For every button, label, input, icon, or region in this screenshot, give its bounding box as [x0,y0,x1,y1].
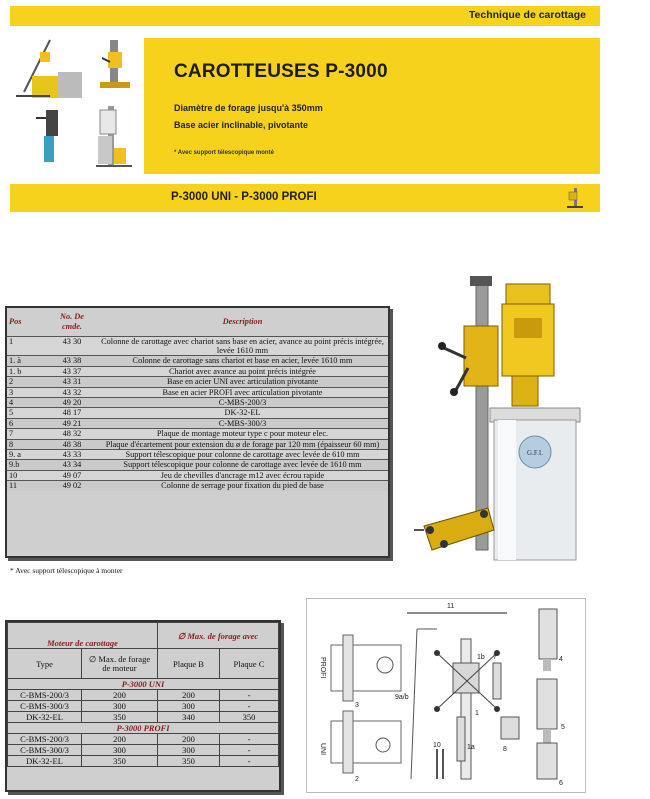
cell-desc: C-MBS-200/3 [97,397,388,407]
capacity-cell: C-BMS-300/3 [8,701,82,712]
mini-rig-icon [564,186,586,210]
cell-no: 49 07 [47,470,97,480]
cell-desc: Colonne de serrage pour fixation du pied de base [97,481,388,491]
table-row [8,712,279,723]
cell-desc: Plaque d'écartement pour extension du ø de forage par 120 mm (épaisseur 60 mm) [97,439,388,449]
cell-no: 43 31 [47,377,97,387]
cell-pos: 3 [7,387,47,397]
table-row [7,429,388,439]
cell-pos: 5 [7,408,47,418]
thumbnail-stand [96,106,132,166]
product-title: CAROTTEUSES P-3000 [174,61,388,82]
col-max-motor: ∅ Max. de forage de moteur [82,649,158,679]
section-header-band [10,6,600,26]
diagram-label: UNI [319,743,326,756]
diagram-label: 8 [503,746,507,753]
section-title: Technique de carottage [468,9,586,21]
cell-pos: 2 [7,377,47,387]
capacity-cell: C-BMS-200/3 [8,734,82,745]
cell-pos: 1 [7,336,47,356]
capacity-cell: - [220,734,279,745]
col-type: Type [8,649,82,679]
col-plate-b: Plaque B [158,649,220,679]
cell-no: 48 38 [47,439,97,449]
diagram-label: 1 [475,710,479,717]
model-band [10,184,600,212]
group-motor: Moteur de carottage [8,623,158,649]
cell-desc: Jeu de chevilles d'ancrage m12 avec écrou rapide [97,470,388,480]
cell-pos: 9.b [7,460,47,470]
table-row [7,481,388,491]
exploded-parts-diagram [306,598,586,793]
capacity-cell: 300 [158,745,220,756]
capacity-cell: - [220,690,279,701]
capacity-cell: C-BMS-300/3 [8,745,82,756]
cell-no: 43 33 [47,449,97,459]
capacity-cell: 200 [158,690,220,701]
diagram-label: 2 [355,776,359,783]
cell-no: 49 21 [47,418,97,428]
diagram-label: 10 [433,742,441,749]
cell-desc: C-MBS-300/3 [97,418,388,428]
capacity-cell: - [220,756,279,767]
cell-no: 43 38 [47,356,97,366]
section-row [8,679,279,690]
capacity-cell: 300 [82,701,158,712]
group-max-drilling: ∅ Max. de forage avec [158,623,279,649]
table-row [7,387,388,397]
col-description: Description [222,317,263,327]
table-row [8,756,279,767]
footnote: * Avec support télescopique à monter [10,566,123,575]
cell-desc: Base en acier PROFI avec articulation pivotante [97,387,388,397]
cell-no: 43 30 [47,336,97,356]
handle-knob-icon [438,342,446,350]
capacity-cell: 200 [158,734,220,745]
diagram-label: 3 [355,702,359,709]
cell-desc: Colonne de carottage sans chariot et base en acier, levée 1610 mm [97,356,388,366]
product-feature-1: Diamètre de forage jusqu'à 350mm [174,103,323,113]
table-row [7,366,388,376]
cell-desc: Colonne de carottage avec chariot sans base en acier, avance au point précis intégrée, levée 1610 mm [97,336,388,356]
cell-pos: 1. à [7,356,47,366]
capacity-cell: C-BMS-200/3 [8,690,82,701]
diagram-label: 1b [477,654,485,661]
table-row [7,470,388,480]
cell-pos: 8 [7,439,47,449]
col-order-no: No. De cmde. [60,312,84,331]
cell-pos: 6 [7,418,47,428]
cell-no: 43 34 [47,460,97,470]
table-row [8,701,279,712]
model-title: P-3000 UNI - P-3000 PROFI [171,191,317,203]
table-row [7,356,388,366]
section-name: P-3000 UNI [8,679,279,690]
capacity-cell: 350 [158,756,220,767]
cell-desc: Support télescopique pour colonne de carottage avec levée de 610 mm [97,449,388,459]
parts-table-header [7,308,388,336]
hero-banner [144,38,600,174]
table-row [7,460,388,470]
capacity-cell: 350 [220,712,279,723]
diagram-label: PROFI [319,657,326,679]
col-pos: Pos [9,317,22,327]
cell-pos: 9. a [7,449,47,459]
cell-pos: 10 [7,470,47,480]
capacity-cell: 300 [82,745,158,756]
diagram-label: 11 [447,603,455,610]
cell-no: 43 32 [47,387,97,397]
cell-desc: Support télescopique pour colonne de carottage avec levée de 1610 mm [97,460,388,470]
table-row [8,734,279,745]
cell-no: 48 32 [47,429,97,439]
table-row [7,336,388,356]
cell-pos: 11 [7,481,47,491]
capacity-cell: 350 [82,712,158,723]
thumbnail-motor [36,110,58,162]
cell-pos: 7 [7,429,47,439]
table-row [8,690,279,701]
table-row [7,439,388,449]
product-note: * Avec support télescopique monté [174,150,274,156]
diagram-label: 9a/b [395,694,409,701]
cell-no: 43 37 [47,366,97,376]
diagram-label: 5 [561,724,565,731]
cell-desc: DK-32-EL [97,408,388,418]
col-plate-c: Plaque C [220,649,279,679]
section-name: P-3000 PROFI [8,723,279,734]
capacity-cell: 340 [158,712,220,723]
capacity-table [5,620,281,792]
diagram-label: 4 [559,656,563,663]
product-thumbnails [10,32,142,172]
capacity-cell: 200 [82,734,158,745]
diagram-label: 6 [559,780,563,787]
product-feature-2: Base acier inclinable, pivotante [174,120,309,130]
cell-no: 48 17 [47,408,97,418]
capacity-cell: 200 [82,690,158,701]
cell-desc: Chariot avec avance au point précis intégrée [97,366,388,376]
diagram-label: 1a [467,744,475,751]
table-row [7,449,388,459]
svg-text:G.F.I.: G.F.I. [527,449,543,457]
table-row [7,408,388,418]
capacity-cell: - [220,745,279,756]
capacity-group-header [8,623,279,649]
core-drill-machine-image [404,268,594,568]
capacity-cell: 300 [158,701,220,712]
thumbnail-rig-2 [100,40,130,88]
cell-no: 49 02 [47,481,97,491]
cell-no: 49 20 [47,397,97,407]
diagram-label: 7 [493,654,497,661]
capacity-cell: DK-32-EL [8,756,82,767]
table-row [7,397,388,407]
table-row [8,745,279,756]
parts-table [5,306,390,558]
capacity-cell: 350 [82,756,158,767]
table-row [7,377,388,387]
thumbnail-rig-1 [16,40,82,98]
section-row [8,723,279,734]
capacity-cell: DK-32-EL [8,712,82,723]
cell-desc: Plaque de montage moteur type c pour moteur elec. [97,429,388,439]
cell-desc: Base en acier UNI avec articulation pivotante [97,377,388,387]
table-row [7,418,388,428]
cell-pos: 1. b [7,366,47,376]
cell-pos: 4 [7,397,47,407]
capacity-col-header [8,649,279,679]
capacity-cell: - [220,701,279,712]
